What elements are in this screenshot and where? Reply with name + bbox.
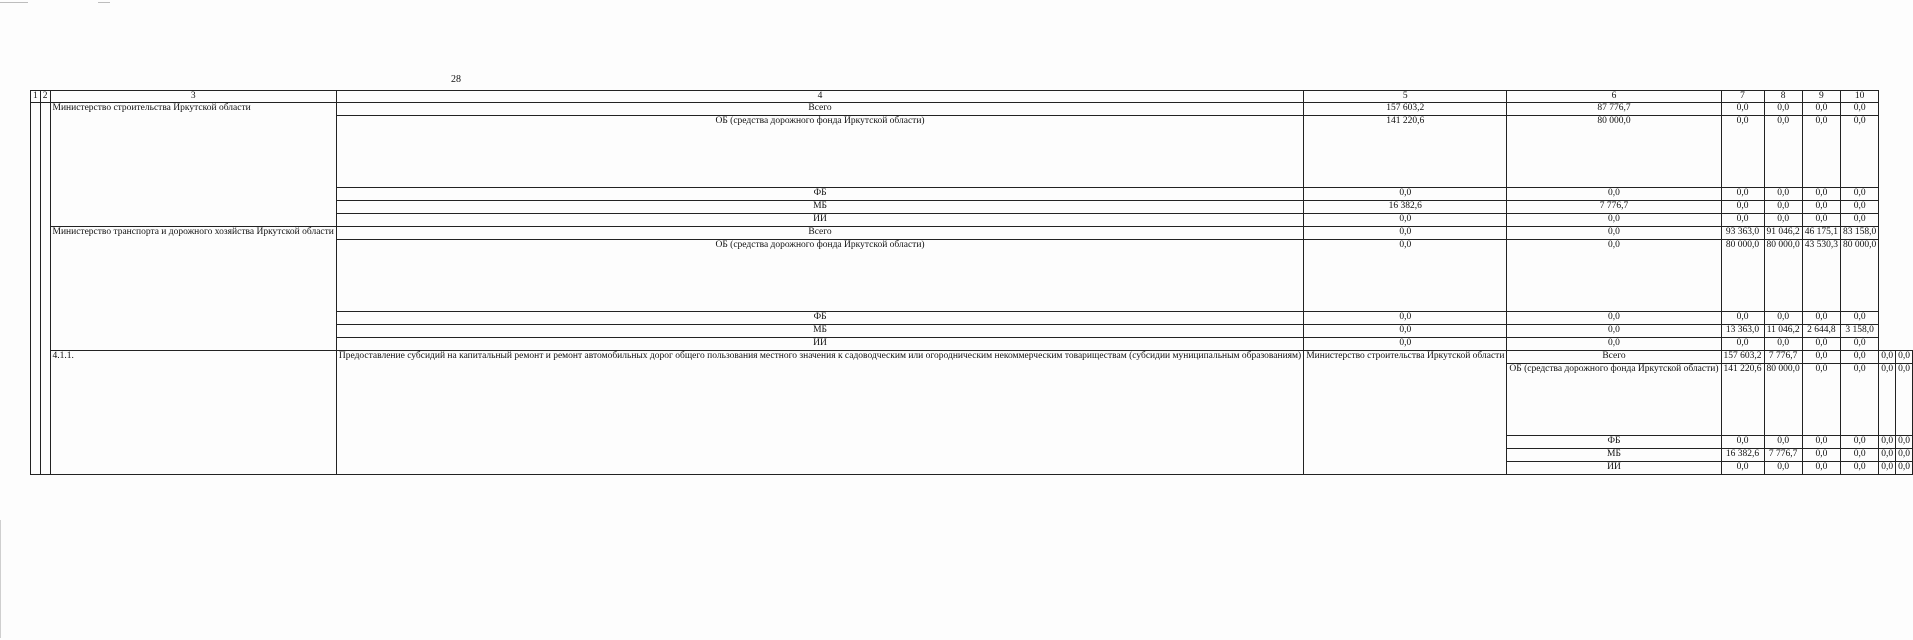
value-cell: 16 382,6 xyxy=(1721,449,1764,462)
value-cell: 0,0 xyxy=(1802,103,1840,116)
value-cell: 157 603,2 xyxy=(1304,103,1507,116)
value-cell: 0,0 xyxy=(1507,214,1721,227)
value-cell: 0,0 xyxy=(1841,436,1879,449)
value-cell: 0,0 xyxy=(1507,188,1721,201)
value-cell: 0,0 xyxy=(1507,325,1721,338)
source-label: ОБ (средства дорожного фонда Иркутской области) xyxy=(336,116,1303,188)
value-cell: 0,0 xyxy=(1841,449,1879,462)
source-label: Всего xyxy=(336,227,1303,240)
value-cell: 0,0 xyxy=(1802,449,1840,462)
value-cell: 80 000,0 xyxy=(1721,240,1764,312)
value-cell: 0,0 xyxy=(1721,201,1764,214)
measure-name xyxy=(40,103,50,475)
value-cell: 0,0 xyxy=(1507,312,1721,325)
value-cell: 0,0 xyxy=(1721,462,1764,475)
source-label: Всего xyxy=(336,103,1303,116)
value-cell: 0,0 xyxy=(1879,449,1896,462)
agency-name: Министерство строительства Иркутской области xyxy=(1304,351,1507,475)
source-label: ФБ xyxy=(336,312,1303,325)
value-cell: 80 000,0 xyxy=(1841,240,1879,312)
value-cell: 0,0 xyxy=(1721,436,1764,449)
table-row xyxy=(31,103,1913,116)
value-cell: 0,0 xyxy=(1841,201,1879,214)
value-cell: 0,0 xyxy=(1764,116,1802,188)
source-label: МБ xyxy=(1507,449,1721,462)
column-number: 8 xyxy=(1764,91,1802,103)
row-code xyxy=(31,103,41,475)
source-label: ИИ xyxy=(1507,462,1721,475)
value-cell: 2 644,8 xyxy=(1802,325,1840,338)
value-cell: 3 158,0 xyxy=(1841,325,1879,338)
value-cell: 0,0 xyxy=(1764,436,1802,449)
value-cell: 0,0 xyxy=(1841,364,1879,436)
source-label: ОБ (средства дорожного фонда Иркутской области) xyxy=(1507,364,1721,436)
value-cell: 83 158,0 xyxy=(1841,227,1879,240)
value-cell: 91 046,2 xyxy=(1764,227,1802,240)
value-cell: 0,0 xyxy=(1764,188,1802,201)
source-label: ИИ xyxy=(336,214,1303,227)
value-cell: 0,0 xyxy=(1802,214,1840,227)
value-cell: 0,0 xyxy=(1802,351,1840,364)
value-cell: 0,0 xyxy=(1304,214,1507,227)
column-number: 3 xyxy=(50,91,336,103)
value-cell: 0,0 xyxy=(1802,312,1840,325)
column-number: 6 xyxy=(1507,91,1721,103)
column-number: 10 xyxy=(1841,91,1879,103)
table-row xyxy=(31,351,1913,364)
value-cell: 0,0 xyxy=(1879,351,1896,364)
value-cell: 0,0 xyxy=(1802,201,1840,214)
value-cell: 7 776,7 xyxy=(1764,449,1802,462)
value-cell: 0,0 xyxy=(1764,462,1802,475)
value-cell: 0,0 xyxy=(1879,436,1896,449)
value-cell: 0,0 xyxy=(1764,338,1802,351)
source-label: ФБ xyxy=(336,188,1303,201)
value-cell: 80 000,0 xyxy=(1507,116,1721,188)
value-cell: 0,0 xyxy=(1304,240,1507,312)
value-cell: 7 776,7 xyxy=(1507,201,1721,214)
value-cell: 0,0 xyxy=(1304,188,1507,201)
column-number: 9 xyxy=(1802,91,1840,103)
value-cell: 16 382,6 xyxy=(1304,201,1507,214)
row-code: 4.1.1. xyxy=(50,351,336,475)
value-cell: 0,0 xyxy=(1721,116,1764,188)
value-cell: 7 776,7 xyxy=(1764,351,1802,364)
value-cell: 0,0 xyxy=(1764,201,1802,214)
column-number: 1 xyxy=(31,91,41,103)
value-cell: 93 363,0 xyxy=(1721,227,1764,240)
column-number: 4 xyxy=(336,91,1303,103)
value-cell: 11 046,2 xyxy=(1764,325,1802,338)
value-cell: 0,0 xyxy=(1896,449,1913,462)
value-cell: 157 603,2 xyxy=(1721,351,1764,364)
value-cell: 141 220,6 xyxy=(1304,116,1507,188)
value-cell: 0,0 xyxy=(1764,214,1802,227)
value-cell: 0,0 xyxy=(1507,227,1721,240)
column-number: 7 xyxy=(1721,91,1764,103)
value-cell: 0,0 xyxy=(1896,436,1913,449)
value-cell: 0,0 xyxy=(1879,462,1896,475)
value-cell: 0,0 xyxy=(1721,188,1764,201)
column-number: 5 xyxy=(1304,91,1507,103)
source-label: ИИ xyxy=(336,338,1303,351)
column-number: 2 xyxy=(40,91,50,103)
budget-table xyxy=(30,90,1913,475)
value-cell: 0,0 xyxy=(1507,338,1721,351)
value-cell: 0,0 xyxy=(1764,312,1802,325)
value-cell: 0,0 xyxy=(1841,116,1879,188)
value-cell: 87 776,7 xyxy=(1507,103,1721,116)
agency-name: Министерство строительства Иркутской области xyxy=(50,103,336,227)
value-cell: 0,0 xyxy=(1507,240,1721,312)
table-row xyxy=(31,227,1913,240)
value-cell: 0,0 xyxy=(1896,364,1913,436)
value-cell: 0,0 xyxy=(1721,103,1764,116)
source-label: ФБ xyxy=(1507,436,1721,449)
source-label: Всего xyxy=(1507,351,1721,364)
value-cell: 0,0 xyxy=(1802,364,1840,436)
agency-name: Министерство транспорта и дорожного хозяйства Иркутской области xyxy=(50,227,336,351)
value-cell: 141 220,6 xyxy=(1721,364,1764,436)
value-cell: 0,0 xyxy=(1896,351,1913,364)
value-cell: 0,0 xyxy=(1841,351,1879,364)
value-cell: 0,0 xyxy=(1304,312,1507,325)
value-cell: 0,0 xyxy=(1841,188,1879,201)
value-cell: 0,0 xyxy=(1721,312,1764,325)
value-cell: 0,0 xyxy=(1841,462,1879,475)
value-cell: 0,0 xyxy=(1802,436,1840,449)
source-label: ОБ (средства дорожного фонда Иркутской области) xyxy=(336,240,1303,312)
value-cell: 0,0 xyxy=(1304,227,1507,240)
value-cell: 46 175,1 xyxy=(1802,227,1840,240)
value-cell: 0,0 xyxy=(1802,116,1840,188)
value-cell: 0,0 xyxy=(1841,214,1879,227)
scan-edge-left xyxy=(0,520,1,638)
value-cell: 43 530,3 xyxy=(1802,240,1840,312)
source-label: МБ xyxy=(336,325,1303,338)
value-cell: 0,0 xyxy=(1802,188,1840,201)
value-cell: 0,0 xyxy=(1841,103,1879,116)
value-cell: 0,0 xyxy=(1721,338,1764,351)
value-cell: 0,0 xyxy=(1304,325,1507,338)
header-row xyxy=(31,91,1913,103)
scan-artifact-top xyxy=(98,2,110,3)
value-cell: 80 000,0 xyxy=(1764,364,1802,436)
value-cell: 0,0 xyxy=(1764,103,1802,116)
value-cell: 0,0 xyxy=(1802,462,1840,475)
source-label: МБ xyxy=(336,201,1303,214)
value-cell: 0,0 xyxy=(1841,312,1879,325)
measure-name: Предоставление субсидий на капитальный ремонт и ремонт автомобильных дорог общего пользования местного значения к садоводческим или огородническим некоммерческим товариществам (субсидии муниципальным образованиям) xyxy=(336,351,1303,475)
value-cell: 0,0 xyxy=(1896,462,1913,475)
page-number: 28 xyxy=(451,74,461,85)
value-cell: 0,0 xyxy=(1802,338,1840,351)
value-cell: 13 363,0 xyxy=(1721,325,1764,338)
value-cell: 0,0 xyxy=(1841,338,1879,351)
value-cell: 0,0 xyxy=(1304,338,1507,351)
value-cell: 0,0 xyxy=(1879,364,1896,436)
scan-artifact-top-left xyxy=(0,2,28,3)
value-cell: 80 000,0 xyxy=(1764,240,1802,312)
value-cell: 0,0 xyxy=(1721,214,1764,227)
